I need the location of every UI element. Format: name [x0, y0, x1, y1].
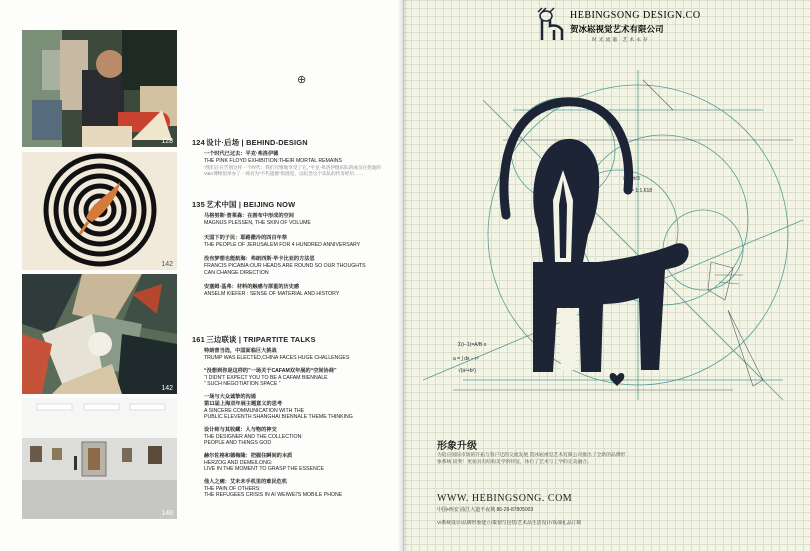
- toc-entry: [204, 348, 392, 362]
- toc-entry: [204, 256, 392, 276]
- toc-entry-title-zh: 马格努斯·普莱森：在画布中形成的空间: [204, 213, 294, 219]
- toc-entry-title-zh: 没有梦想也能航海：弗朗西斯·毕卡比亚的方法思: [204, 256, 315, 262]
- toc-section-heading: [192, 334, 392, 345]
- toc-entry: [204, 394, 392, 401]
- gallery-art: [22, 398, 177, 519]
- toc-entry: [204, 479, 392, 499]
- upgrade-title: 形象升级: [437, 441, 477, 452]
- thumbnail-gallery[interactable]: [22, 398, 177, 519]
- toc-entry-title-en: ” SUCH NEGOTIATION SPACE ”: [204, 381, 281, 387]
- toc-entry-title-en: FRANCIS PICABIA:OUR HEADS ARE ROUND SO OUR THOUGHTS: [204, 263, 366, 269]
- svg-text:a = ∫ dx − r²: a = ∫ dx − r²: [453, 356, 479, 362]
- brand-name-en: HEBINGSONG DESIGN.CO: [570, 10, 701, 21]
- thumbnail-spiral[interactable]: [22, 152, 177, 270]
- svg-text:r = 1:1.618: r = 1:1.618: [628, 188, 653, 194]
- toc-entry-title-zh: 赫尔佐格和德梅隆：把握住瞬间的本质: [204, 452, 293, 459]
- toc-section-tripartite-talks: [192, 334, 392, 503]
- spiral-art: [22, 152, 177, 270]
- company-address: 中国•西安 曲江大道不夜城 86-29-87805003: [437, 507, 534, 513]
- toc-entry-title-en: “I DIDN'T EXPECT YOU TO BE A CAFAM BIENNALE: [204, 374, 328, 381]
- toc-entry-title-zh: 一个时代已过去：平克·弗洛伊德: [204, 151, 279, 157]
- page-number: 142: [161, 261, 173, 268]
- toc-section-title: 三边联谈 | TRIPARTITE TALKS: [206, 335, 316, 344]
- toc-entry: [204, 213, 392, 227]
- toc-entry-title-zh: 安塞姆·基弗：材料的触感与厚重的历史感: [204, 284, 300, 290]
- brand-name-zh: 贺冰崧视觉艺术有限公司: [570, 24, 664, 34]
- upgrade-description: 为追应国际市场的开拓与客户迁的交流发展 贺冰崧视觉艺术有限公司推出了全新的品牌形象系统 较突！更加具有结构美学的特征，体行了艺术与工学的完美融合。: [437, 453, 626, 465]
- toc-entry-title-en: CAN CHANGE DIRECTION: [204, 269, 269, 276]
- page-number: 148: [161, 510, 173, 517]
- toc-entry-title-zh: 特朗普当选，中国面临巨大挑战: [204, 348, 277, 354]
- collage-art: [22, 30, 177, 147]
- toc-entry-title-zh: 第11届上海双年展主题意义的思考: [204, 400, 283, 407]
- toc-entry: [204, 453, 392, 473]
- toc-entry-title-en: THE DESIGNER AND THE COLLECTION:: [204, 433, 303, 440]
- page-number: 128: [161, 138, 173, 145]
- toc-entry-title-zh: 一场与大众诚挚的沟通: [204, 393, 256, 400]
- toc-entry-title-en: MAGNUS PLESSEN, THE SKIN OF VOLUME: [204, 220, 311, 226]
- website-url[interactable]: WWW. HEBINGSONG. COM: [437, 493, 573, 504]
- toc-entry-title-en: HERZOG AND DEMEILONG:: [204, 459, 273, 466]
- toc-entry-title-en: THE PEOPLE OF JERUSALEM FOR 4 HUNDRED ANNIVERSARY: [204, 241, 361, 248]
- toc-entry: [204, 427, 392, 447]
- toc-entry-title-en: ANSELM KIEFER : SENSE OF MATERIAL AND HISTORY: [204, 291, 340, 297]
- zoom-icon[interactable]: ⊕: [297, 74, 307, 86]
- deer-figure-illustration: [403, 0, 810, 420]
- toc-page-number: 161: [192, 335, 205, 344]
- toc-entry-title-en: THE PINK FLOYD EXHIBITION:THEIR MORTAL REMAINS: [204, 158, 342, 164]
- toc-entry-title-zh: 设计师与其收藏：人与物的神交: [204, 426, 277, 433]
- toc-entry-title-zh: 天国下的子民：耶路撒冷的四百年祭: [204, 234, 288, 241]
- svg-text:x′ = π/3: x′ = π/3: [623, 176, 640, 182]
- toc-entry: [204, 284, 392, 298]
- services-list: VI系统设计/品牌形象建立/策划与包装/艺术品生活设计/高端礼品订制: [437, 521, 582, 526]
- toc-entry: [204, 151, 392, 177]
- toc-entry-title-en: THE REFUGEES CRISIS IN AI WEIWEI'S MOBILE PHONE: [204, 492, 343, 498]
- toc-page-number: 135: [192, 200, 205, 209]
- brand-tagline: 时光流逝 艺术永存: [592, 38, 650, 43]
- toc-section-beijing-now: [192, 199, 392, 302]
- toc-entry-title-zh: “没想到你是这样的”一场关于CAFAM双年展的“空间协商”: [204, 367, 337, 374]
- toc-entry-title-en: PUBLIC ELEVENTH SHANGHAI BIENNALE THEME THINKING: [204, 414, 353, 420]
- toc-section-title: 设计·后场 | BEHIND-DESIGN: [206, 138, 308, 147]
- toc-entry-title-en: PEOPLE AND THINGS GOD: [204, 440, 272, 446]
- svg-text:Σ(i−1)=A/B·x: Σ(i−1)=A/B·x: [458, 342, 487, 348]
- toc-entry: [204, 401, 392, 421]
- toc-entry: [204, 368, 392, 388]
- toc-entry-title-en: A SINCERE COMMUNICATION WITH THE: [204, 407, 305, 414]
- toc-entry-title-zh: 他人之痛：艾未未手机里的难民危机: [204, 478, 288, 485]
- toc-section-heading: [192, 199, 392, 210]
- toc-entry-title-en: LIVE IN THE MOMENT TO GRASP THE ESSENCE: [204, 466, 324, 472]
- svg-text:√(a²+b²): √(a²+b²): [458, 368, 476, 374]
- toc-entry-description: “我们正在告别这样一个时代：我们尽情地享受了它。”平克·弗洛伊德乐队的成员在伦敦的: [204, 164, 381, 170]
- toc-page-number: 124: [192, 138, 205, 147]
- page-number: 142: [161, 385, 173, 392]
- toc-section-behind-design: [192, 137, 392, 181]
- toc-entry: [204, 235, 392, 249]
- cubist-art: [22, 274, 177, 394]
- toc-section-title: 艺术中国 | BEIJING NOW: [206, 200, 296, 209]
- thumbnail-cubist[interactable]: [22, 274, 177, 394]
- toc-entry-title-en: THE PAIN OF OTHERS:: [204, 485, 261, 492]
- toc-entry-title-en: TRUMP WAS ELECTED,CHINA FACES HUGE CHALLENGES: [204, 355, 350, 361]
- thumbnail-collage[interactable]: [22, 30, 177, 147]
- toc-entry-description: V&A博物馆举办了一场名为“不朽遗骸”的展览，以纪念这个乐队的传奇经历……: [204, 170, 364, 176]
- toc-section-heading: [192, 137, 392, 148]
